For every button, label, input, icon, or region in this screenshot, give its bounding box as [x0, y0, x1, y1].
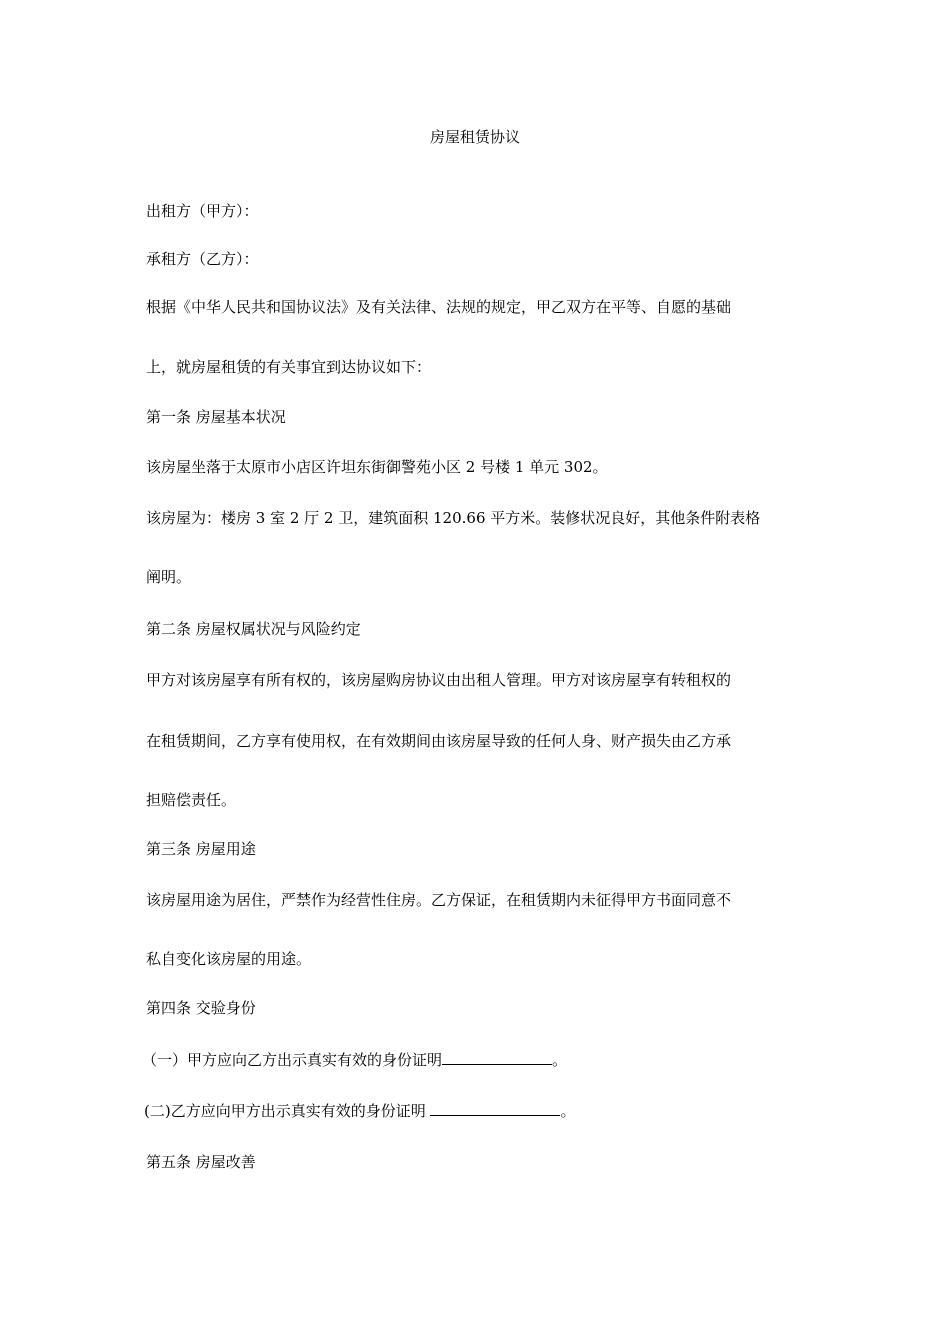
article-2-text-2: 在租赁期间，乙方享有使用权，在有效期间由该房屋导致的任何人身、财产损失由乙方承	[146, 732, 732, 750]
document-title: 房屋租赁协议	[429, 128, 520, 146]
article-1-heading: 第一条 房屋基本状况	[146, 408, 286, 426]
id-line-b-suffix: 。	[560, 1102, 576, 1120]
id-line-b-text: (二)乙方应向甲方出示真实有效的身份证明	[144, 1102, 431, 1120]
article-2-heading: 第二条 房屋权属状况与风险约定	[146, 620, 361, 638]
article-3-heading: 第三条 房屋用途	[146, 840, 256, 858]
lessor-line: 出租方（甲方）：	[146, 202, 259, 220]
id-blank-a[interactable]	[442, 1049, 552, 1065]
article-2-text-3: 担赔偿责任。	[146, 791, 237, 809]
preamble-line-1: 根据《中华人民共和国协议法》及有关法律、法规的规定，甲乙双方在平等、自愿的基础	[146, 298, 732, 316]
id-line-a-suffix: 。	[552, 1051, 568, 1069]
id-blank-b[interactable]	[430, 1100, 560, 1116]
id-line-a	[142, 1049, 567, 1070]
id-line-a-text: （一）甲方应向乙方出示真实有效的身份证明	[142, 1051, 443, 1069]
article-1-description-2: 阐明。	[146, 568, 192, 586]
article-4-heading: 第四条 交验身份	[146, 999, 256, 1017]
article-2-text-1: 甲方对该房屋享有所有权的，该房屋购房协议由出租人管理。甲方对该房屋享有转租权的	[146, 671, 732, 689]
article-1-description-1: 该房屋为：楼房 3 室 2 厅 2 卫，建筑面积 120.66 平方米。装修状况良好，其他条件附表格	[146, 509, 761, 527]
article-5-heading: 第五条 房屋改善	[146, 1153, 256, 1171]
id-line-b	[144, 1100, 576, 1121]
preamble-line-2: 上，就房屋租赁的有关事宜到达协议如下：	[146, 358, 432, 376]
article-3-text-1: 该房屋用途为居住，严禁作为经营性住房。乙方保证，在租赁期内未征得甲方书面同意不	[146, 891, 732, 909]
article-1-location: 该房屋坐落于太原市小店区许坦东街御警苑小区 2 号楼 1 单元 302。	[146, 458, 608, 476]
article-3-text-2: 私自变化该房屋的用途。	[146, 950, 312, 968]
lessee-line: 承租方（乙方）：	[146, 250, 259, 268]
